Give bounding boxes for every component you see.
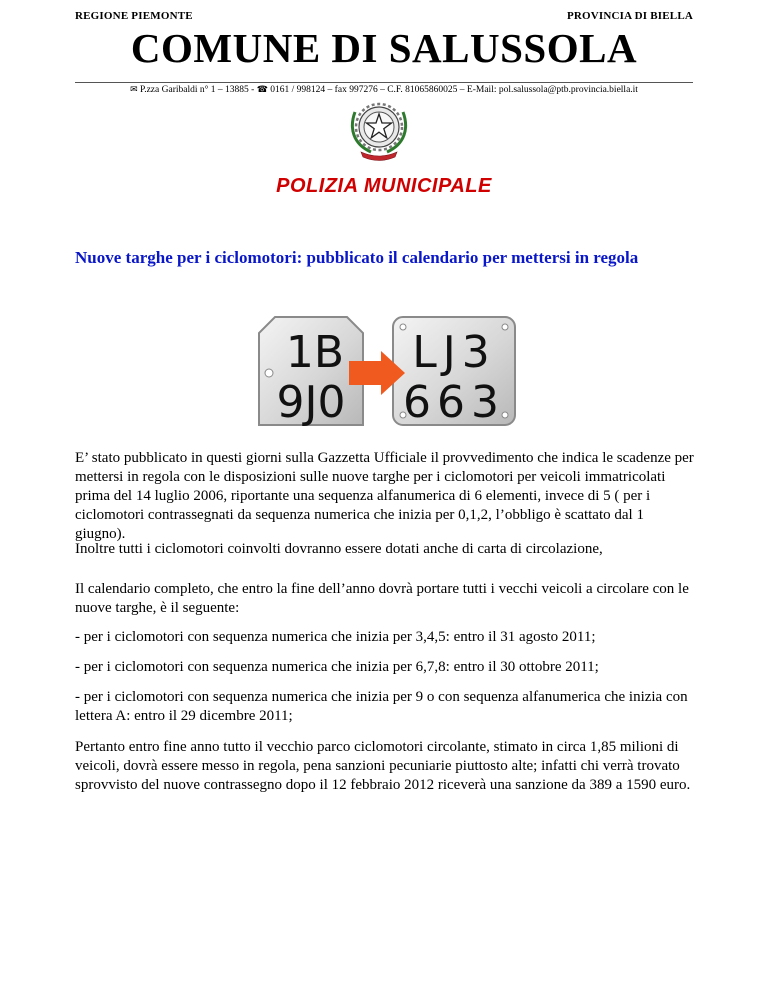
republic-emblem	[345, 100, 413, 162]
envelope-icon: ✉	[130, 85, 138, 95]
region-label: REGIONE PIEMONTE	[75, 10, 193, 22]
new-plate	[393, 317, 515, 428]
old-plate-line-2: 9J0	[276, 377, 346, 428]
paragraph-intro: E’ stato pubblicato in questi giorni sulla Gazzetta Ufficiale il provvedimento che indica le scadenze per mettersi in regola con le disposizioni sulle nuove targhe per i ciclomotori per veicoli immatricolati prima del 14 luglio 2006, riportante una sequenza alfanumerica di 6 elementi, invece di 5 ( per i ciclomotori contrassegnati da sequenza numerica che inizia per 0,1,2, l’obbligo è scattato dal 1 giugno).	[75, 450, 694, 542]
phone-icon: ☎	[256, 85, 268, 95]
new-plate-line-2: 663	[403, 377, 505, 428]
paragraph-registration: Inoltre tutti i ciclomotori coinvolti dovranno essere dotati anche di carta di circolazione,	[75, 541, 603, 557]
municipality-title: COMUNE DI SALUSSOLA	[130, 25, 638, 71]
list-item-deadline-2: - per i ciclomotori con sequenza numerica che inizia per 6,7,8: entro il 30 ottobre 2011;	[75, 659, 599, 675]
paragraph-conclusion: Pertanto entro fine anno tutto il vecchio parco ciclomotori circolante, stimato in circa 1,85 milioni di veicoli, dovrà essere messo in regola, pena sanzioni pecuniarie piuttosto alte; infatti chi verrà trovato sprovvisto del nuove contrassegno dopo il 12 febbraio 2012 riceverà una sanzione da 389 a 1590 euro.	[75, 739, 691, 793]
header-divider	[75, 82, 693, 83]
new-plate-line-1: LJ3	[412, 327, 496, 378]
plates-illustration	[253, 313, 517, 433]
province-label: PROVINCIA DI BIELLA	[566, 10, 693, 22]
address-text-part2: 0161 / 998124 – fax 997276 – C.F. 81065860025 – E-Mail: pol.salussola@ptb.provincia.biella.it	[270, 85, 638, 95]
paragraph-calendar-intro: Il calendario completo, che entro la fine dell’anno dovrà portare tutti i vecchi veicoli a circolare con le nuove targhe, è il seguente:	[75, 581, 689, 616]
old-plate	[259, 317, 363, 428]
list-item-deadline-3: - per i ciclomotori con sequenza numerica che inizia per 9 o con sequenza alfanumerica che inizia con lettera A: entro il 29 dicembre 2011;	[75, 689, 688, 724]
address-text-part1: P.zza Garibaldi n° 1 – 13885 -	[139, 85, 257, 95]
letterhead-top-row	[75, 10, 693, 22]
emblem-ribbon	[361, 152, 397, 161]
list-item-deadline-1: - per i ciclomotori con sequenza numerica che inizia per 3,4,5: entro il 31 agosto 2011;	[75, 629, 596, 645]
address-line	[0, 84, 768, 96]
article-headline: Nuove targhe per i ciclomotori: pubblicato il calendario per mettersi in regola	[75, 248, 639, 267]
old-plate-line-1: 1B	[285, 327, 345, 378]
department-title: POLIZIA MUNICIPALE	[276, 175, 492, 197]
